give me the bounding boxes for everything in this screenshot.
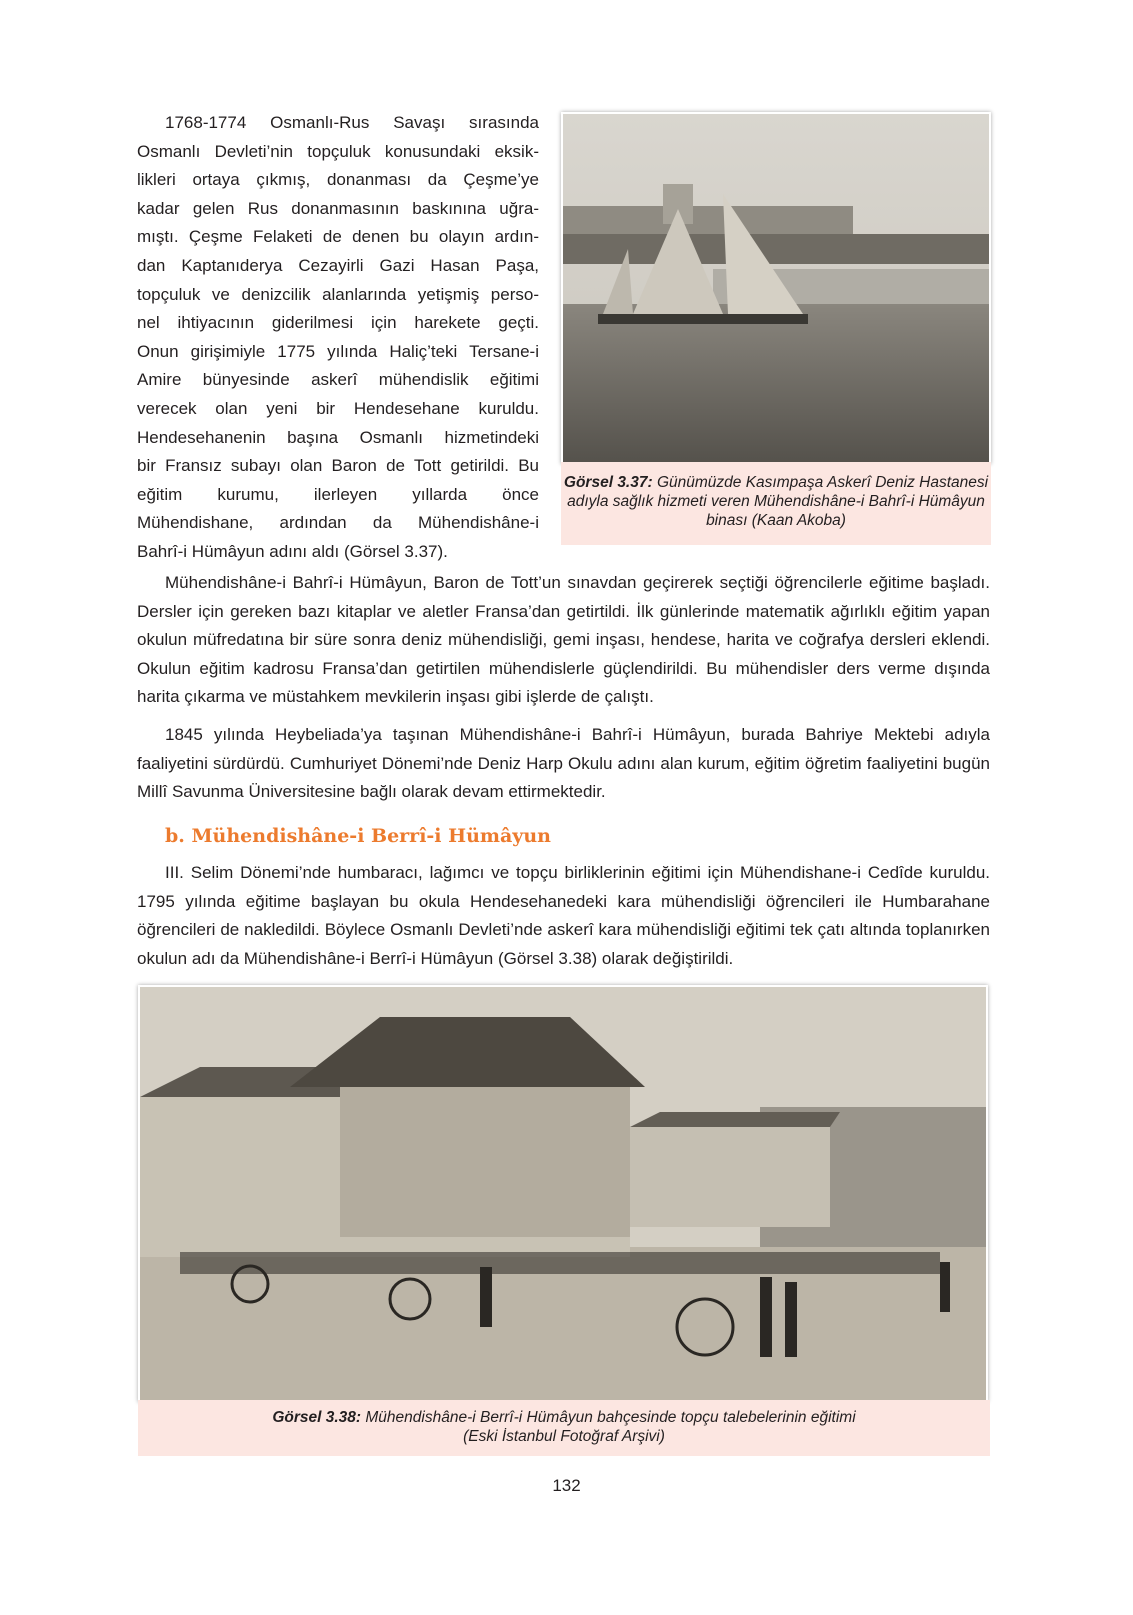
figure-338-caption-line1: Mühendishâne-i Berrî-i Hümâyun bahçesinde topçu talebelerinin eğitimi bbox=[361, 1409, 856, 1426]
intro-line: Mühendishane, ardından da Mühendishâne-i bbox=[137, 513, 539, 533]
intro-line: eğitim kurumu, ilerleyen yıllarda önce bbox=[137, 484, 539, 504]
intro-line: nel ihtiyacının giderilmesi için harekete geçti. bbox=[137, 313, 539, 333]
intro-line: topçuluk ve denizcilik alanlarında yetişmiş perso- bbox=[137, 284, 539, 304]
intro-line: dan Kaptanıderya Cezayirli Gazi Hasan Paşa, bbox=[137, 255, 539, 275]
intro-line: verecek olan yeni bir Hendesehane kuruldu. bbox=[137, 398, 539, 418]
artillery-school-image bbox=[140, 987, 986, 1400]
intro-line: Hendesehanenin başına Osmanlı hizmetindeki bbox=[137, 427, 539, 447]
intro-line: likleri ortaya çıkmış, donanması da Çeşme’ye bbox=[137, 170, 539, 190]
naval-hospital-image bbox=[563, 114, 989, 462]
section-heading: b. Mühendishâne-i Berrî-i Hümâyun bbox=[165, 825, 551, 847]
figure-338-label: Görsel 3.38: bbox=[272, 1409, 362, 1426]
intro-line: Osmanlı Devleti’nin topçuluk konusundaki eksik- bbox=[137, 141, 539, 161]
intro-line: Amire bünyesinde askerî mühendislik eğitimi bbox=[137, 370, 539, 390]
intro-line: 1768-1774 Osmanlı-Rus Savaşı sırasında bbox=[165, 113, 539, 132]
intro-line: Onun girişimiyle 1775 yılında Haliç’teki Tersane-i bbox=[137, 341, 539, 361]
intro-line: Bahrî-i Hümâyun adını aldı (Görsel 3.37). bbox=[137, 541, 448, 561]
figure-337-caption-text: Günümüzde Kasımpaşa Askerî Deniz Hastanesi adıyla sağlık hizmeti veren Mühendishâne-i Bahrî-i Hümâyun binası (Kaan Akoba) bbox=[567, 474, 989, 529]
paragraph-3: 1845 yılında Heybeliada’ya taşınan Mühendishâne-i Bahrî-i Hümâyun, burada Bahriye Mektebi adıyla faaliyetini sürdürdü. Cumhuriyet Dönemi’nde Deniz Harp Okulu adını alan kurum, eğitim öğretim faaliyetini bugün Millî Savunma Üniversitesine bağlı olarak devam ettirmektedir. bbox=[137, 725, 990, 802]
page-number: 132 bbox=[552, 1476, 581, 1495]
figure-338-caption bbox=[138, 1400, 990, 1456]
figure-337-label: Görsel 3.37: bbox=[563, 474, 653, 491]
photo-artillery-school bbox=[138, 985, 988, 1402]
intro-line: kadar gelen Rus donanmasının baskınına uğra- bbox=[137, 198, 539, 218]
paragraph-2: Mühendishâne-i Bahrî-i Hümâyun, Baron de Tott’un sınavdan geçirerek seçtiği öğrencilerle eğitime başladı. Dersler için gereken bazı kitaplar ve aletler Fransa’dan getirtildi. İlk günlerinde matematik ağırlıklı eğitim yapan okulun müfredatına bir süre sonra deniz mühendisliği, gemi inşası, hendese, harita ve coğrafya dersleri eklendi. Okulun eğitim kadrosu Fransa’dan getirtilen mühendislerle güçlendirildi. Bu mühendisler ders verme dışında harita çıkarma ve müstahkem mevkilerin inşası gibi işlerde de çalıştı. bbox=[137, 573, 990, 707]
paragraph-4: III. Selim Dönemi’nde humbaracı, lağımcı ve topçu birliklerinin eğitimi için Mühendishane-i Cedîde kuruldu. 1795 yılında eğitime başlayan bu okula Hendesehanedeki kara mühendisliği öğrencileri ile Humbarahane öğrencileri de nakledildi. Böylece Osmanlı Devleti’nde askerî kara mühendisliği eğitimi tek çatı altında toplanırken okulun adı da Mühendishâne-i Berrî-i Hümâyun (Görsel 3.38) olarak değiştirildi. bbox=[137, 863, 990, 968]
intro-paragraph bbox=[137, 109, 539, 567]
figure-337-caption bbox=[561, 462, 991, 545]
intro-line: mıştı. Çeşme Felaketi de denen bu olayın ardın- bbox=[137, 227, 539, 247]
figure-338-caption-line2: (Eski İstanbul Fotoğraf Arşivi) bbox=[463, 1428, 665, 1445]
intro-line: bir Fransız subayı olan Baron de Tott getirildi. Bu bbox=[137, 456, 539, 476]
photo-naval-hospital bbox=[561, 112, 991, 464]
